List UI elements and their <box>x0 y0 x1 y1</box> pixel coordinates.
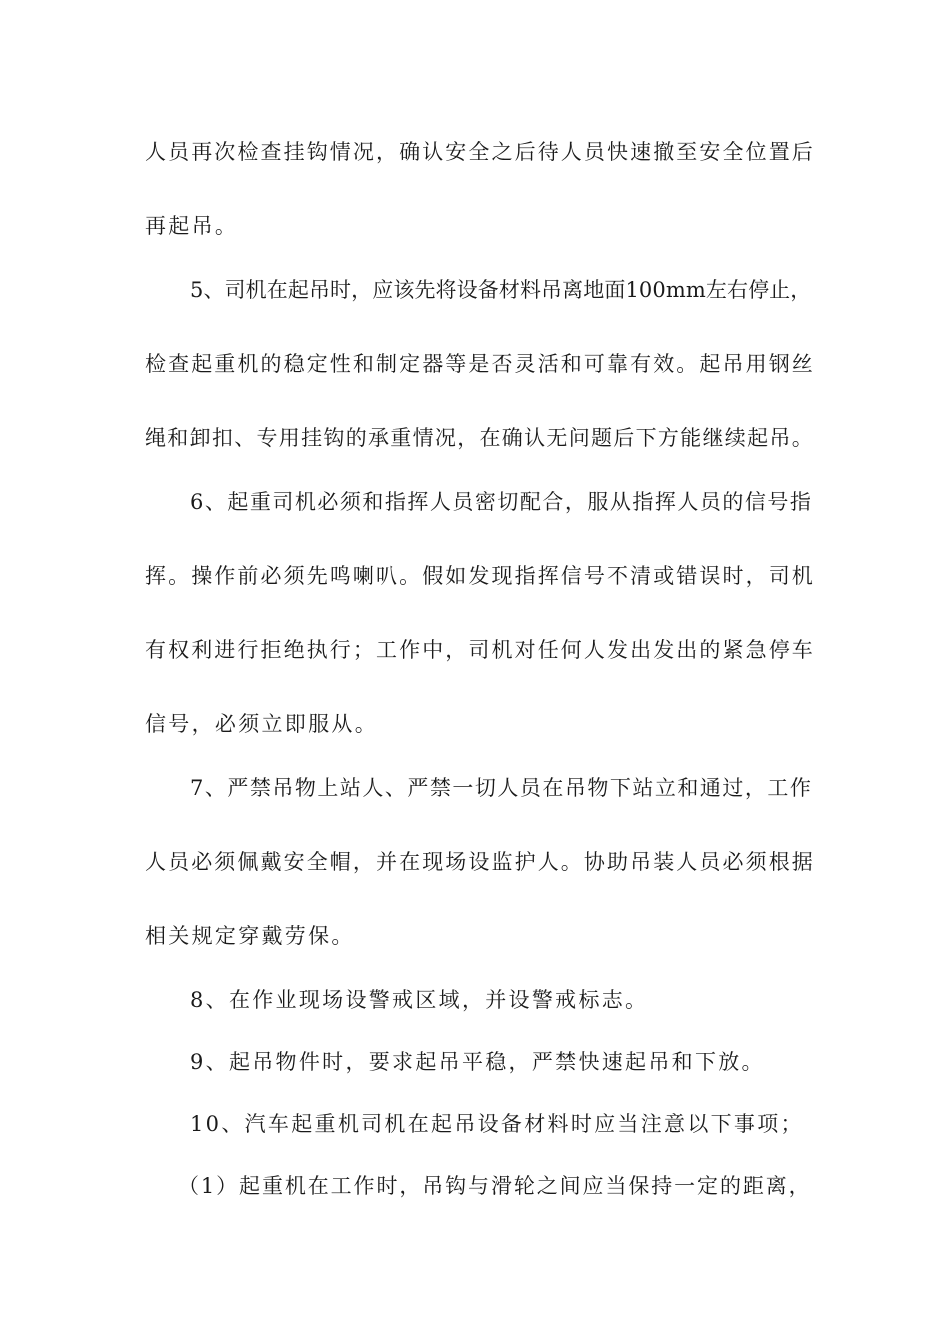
paragraph-line: 挥。操作前必须先鸣喇叭。假如发现指挥信号不清或错误时，司机 <box>145 564 815 588</box>
paragraph-line: 10、汽车起重机司机在起吊设备材料时应当注意以下事项； <box>190 1112 804 1136</box>
paragraph-line: 人员再次检查挂钩情况，确认安全之后待人员快速撤至安全位置后 <box>145 140 815 164</box>
paragraph-line: 检查起重机的稳定性和制定器等是否灵活和可靠有效。起吊用钢丝 <box>145 352 815 376</box>
paragraph-line: 7、严禁吊物上站人、严禁一切人员在吊物下站立和通过，工作 <box>190 776 813 800</box>
paragraph-line: 相关规定穿戴劳保。 <box>145 924 355 948</box>
paragraph-line: 再起吊。 <box>145 214 239 238</box>
paragraph-line: 人员必须佩戴安全帽，并在现场设监护人。协助吊装人员必须根据 <box>145 850 815 874</box>
paragraph-line: 信号，必须立即服从。 <box>145 712 378 736</box>
paragraph-line: （1）起重机在工作时，吊钩与滑轮之间应当保持一定的距离， <box>178 1174 812 1198</box>
paragraph-line: 9、起吊物件时，要求起吊平稳，严禁快速起吊和下放。 <box>190 1050 765 1074</box>
paragraph-line: 绳和卸扣、专用挂钩的承重情况，在确认无问题后下方能继续起吊。 <box>145 426 814 450</box>
paragraph-line: 6、起重司机必须和指挥人员密切配合，服从指挥人员的信号指 <box>190 490 813 514</box>
paragraph-line: 5、司机在起吊时，应该先将设备材料吊离地面100mm左右停止， <box>190 278 812 302</box>
paragraph-line: 有权利进行拒绝执行；工作中，司机对任何人发出发出的紧急停车 <box>145 638 815 662</box>
paragraph-line: 8、在作业现场设警戒区域，并设警戒标志。 <box>190 988 649 1012</box>
